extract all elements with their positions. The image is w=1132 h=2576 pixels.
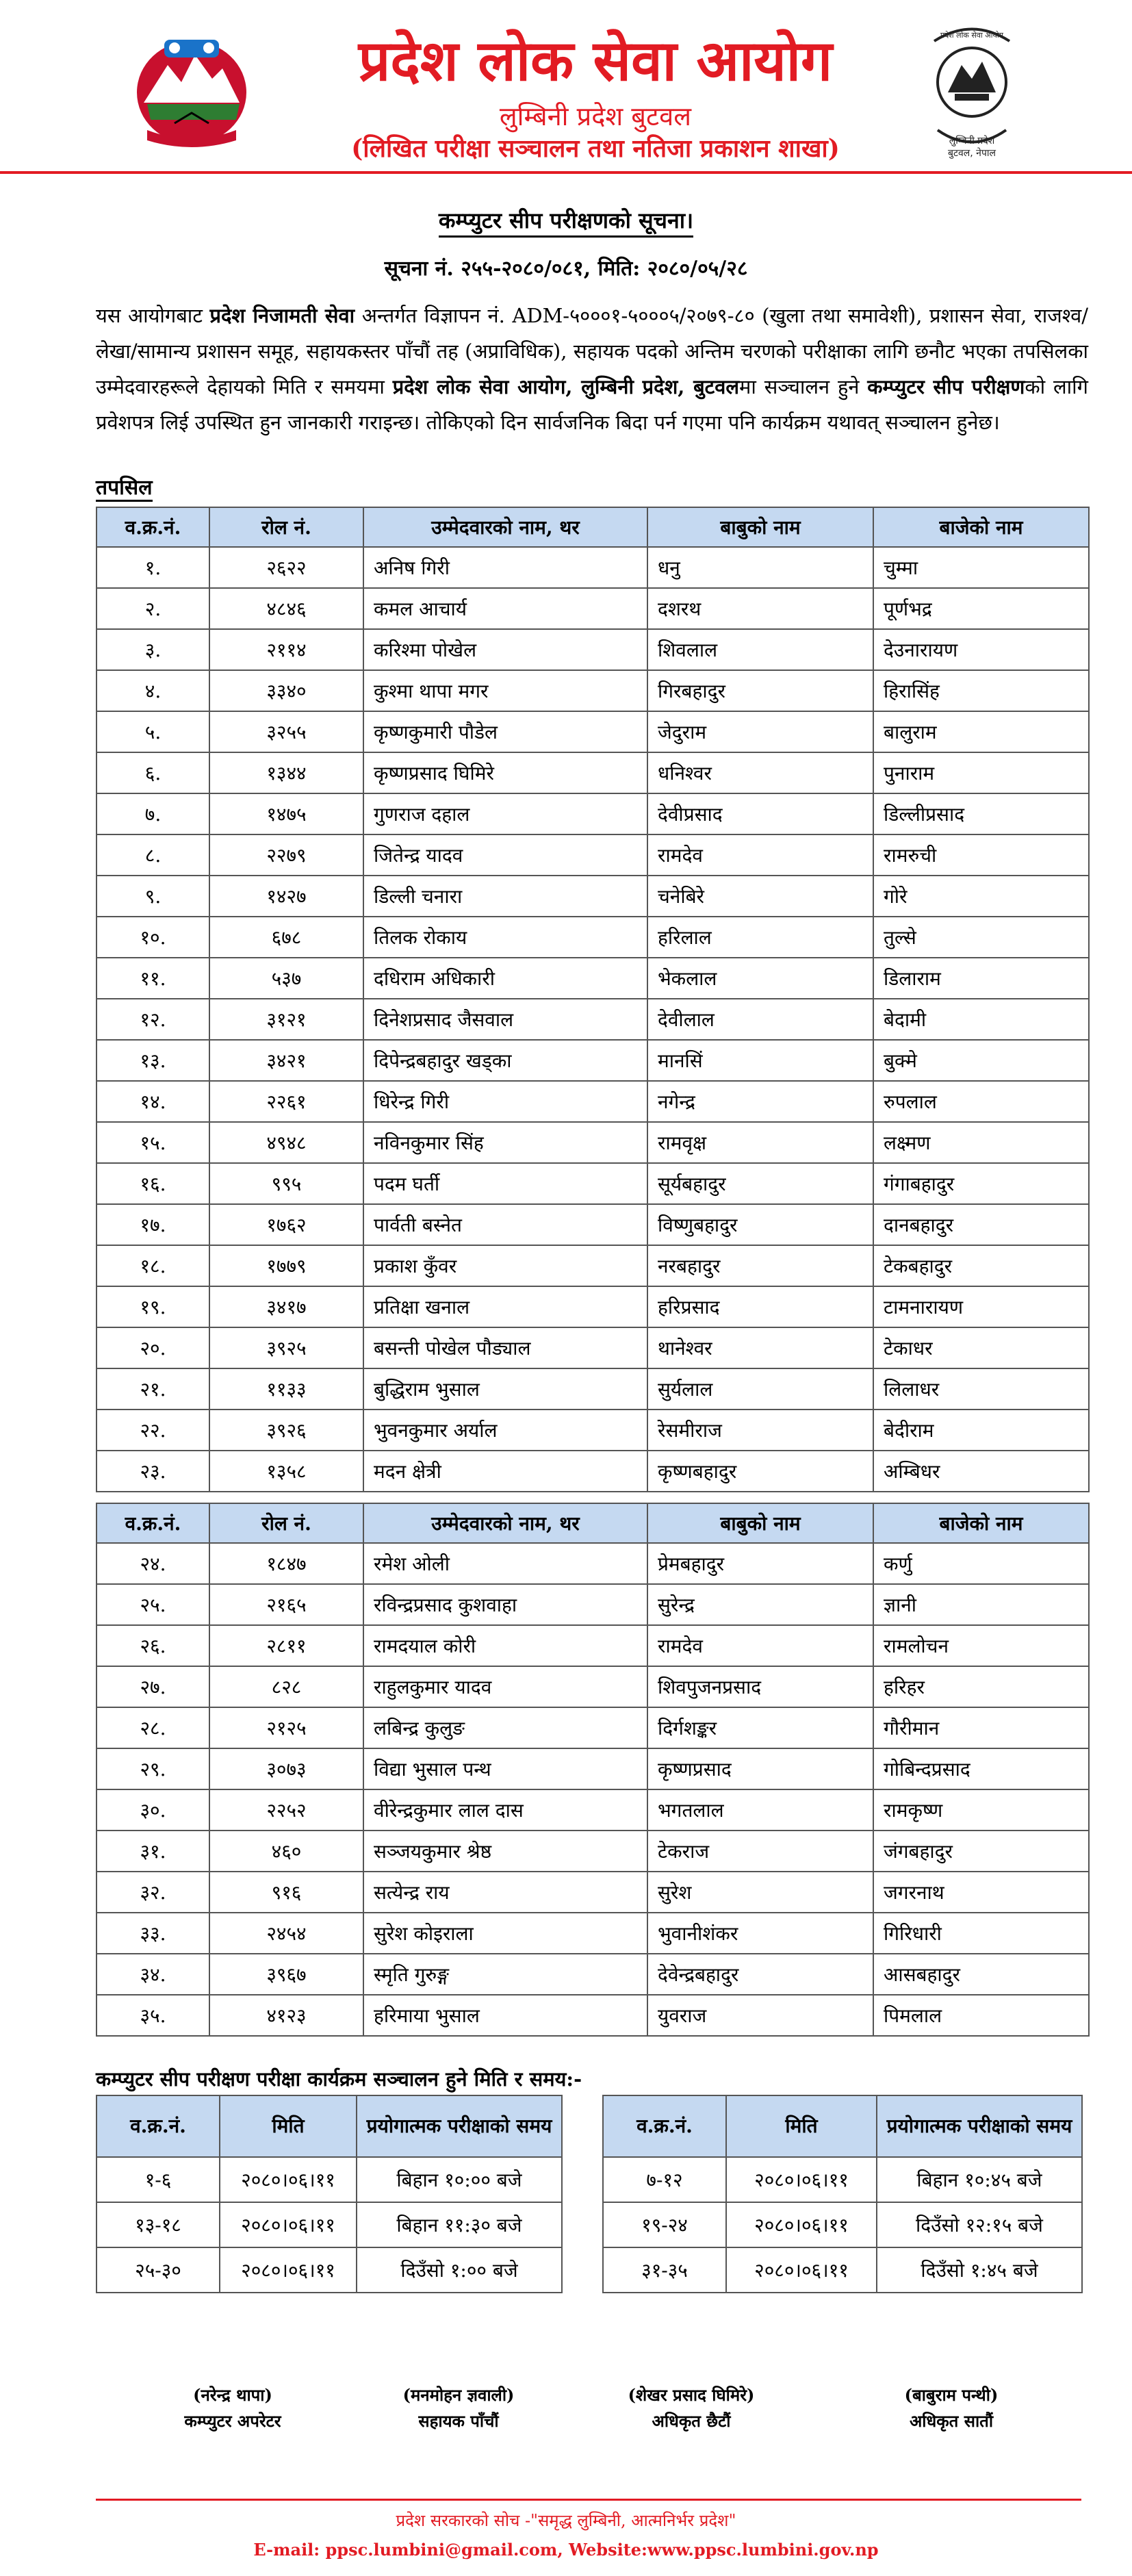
col-header-father: बाबुको नाम (647, 1503, 873, 1543)
cell-father: सुरेश (647, 1872, 873, 1913)
cell-roll: ३४२१ (209, 1040, 363, 1081)
schedule-label: तपसिल (96, 472, 153, 500)
cell-father: थानेश्वर (647, 1327, 873, 1368)
cell-grandfather: बालुराम (873, 711, 1089, 752)
table-row (97, 670, 1089, 711)
cell-grandfather: टेकाधर (873, 1327, 1089, 1368)
table-row (97, 1368, 1089, 1410)
cell-grandfather: लक्ष्मण (873, 1122, 1089, 1163)
cell-grandfather: रामलोचन (873, 1625, 1089, 1666)
cell-sn: २१. (97, 1368, 209, 1410)
timing-cell-date: २०८०।०६।११ (220, 2247, 357, 2293)
cell-father: देवीलाल (647, 999, 873, 1040)
cell-grandfather: अम्बिधर (873, 1451, 1089, 1492)
col-header-grandfather: बाजेको नाम (873, 1503, 1089, 1543)
signatory-name: (शेखर प्रसाद घिमिरे) (628, 2385, 755, 2405)
timing-cell-time: बिहान १०:०० बजे (357, 2157, 562, 2202)
timing-cell-sn: १-६ (97, 2157, 220, 2202)
cell-roll: ३२५५ (209, 711, 363, 752)
footer-divider (96, 2499, 1081, 2501)
cell-grandfather: डिल्लीप्रसाद (873, 793, 1089, 834)
cell-roll: २६२२ (209, 547, 363, 588)
cell-name: गुणराज दहाल (363, 793, 647, 834)
signature-block-1 (130, 2382, 335, 2434)
timing-heading: कम्प्युटर सीप परीक्षण परीक्षा कार्यक्रम सञ्चालन हुने मिति र समय:- (96, 2067, 582, 2091)
cell-roll: ४९४८ (209, 1122, 363, 1163)
cell-sn: ३४. (97, 1954, 209, 1995)
timing-cell-date: २०८०।०६।११ (726, 2157, 877, 2202)
cell-father: हरिलाल (647, 917, 873, 958)
table-row (97, 1451, 1089, 1492)
cell-father: नरबहादुर (647, 1245, 873, 1286)
cell-name: विद्या भुसाल पन्थ (363, 1748, 647, 1789)
cell-name: प्रकाश कुँवर (363, 1245, 647, 1286)
cell-grandfather: ज्ञानी (873, 1584, 1089, 1625)
cell-father: धनिश्वर (647, 752, 873, 793)
table-row (97, 917, 1089, 958)
cell-name: दधिराम अधिकारी (363, 958, 647, 999)
cell-father: देवेन्द्रबहादुर (647, 1954, 873, 1995)
timing-cell-sn: १३-१८ (97, 2202, 220, 2247)
footer-slogan: प्रदेश सरकारको सोच -"समृद्ध लुम्बिनी, आत्मनिर्भर प्रदेश" (396, 2511, 736, 2530)
signatory-post: अधिकृत सातौं (909, 2411, 994, 2431)
table-row (97, 588, 1089, 629)
cell-father: शिवलाल (647, 629, 873, 670)
cell-sn: १८. (97, 1245, 209, 1286)
cell-sn: १७. (97, 1204, 209, 1245)
cell-roll: १४२७ (209, 876, 363, 917)
header-divider (0, 171, 1132, 174)
cell-grandfather: पिमलाल (873, 1995, 1089, 2036)
timing-cell-sn: ३१-३५ (603, 2247, 726, 2293)
cell-grandfather: गौरीमान (873, 1707, 1089, 1748)
table-row (97, 1040, 1089, 1081)
timing-cell-time: बिहान १०:४५ बजे (877, 2157, 1082, 2202)
cell-sn: २७. (97, 1666, 209, 1707)
cell-name: बुद्धिराम भुसाल (363, 1368, 647, 1410)
cell-roll: ३०७३ (209, 1748, 363, 1789)
cell-father: रामदेव (647, 834, 873, 876)
timing-cell-date: २०८०।०६।११ (726, 2202, 877, 2247)
table-row (97, 999, 1089, 1040)
timing-cell-sn: ७-१२ (603, 2157, 726, 2202)
cell-roll: ३४१७ (209, 1286, 363, 1327)
table-row (97, 793, 1089, 834)
cell-roll: २२५२ (209, 1789, 363, 1831)
table-row (97, 547, 1089, 588)
table-row (97, 1286, 1089, 1327)
cell-roll: ६७८ (209, 917, 363, 958)
timing-row (603, 2157, 1082, 2202)
table-row (97, 1543, 1089, 1584)
cell-grandfather: हरिहर (873, 1666, 1089, 1707)
table-row (97, 711, 1089, 752)
cell-name: कुश्मा थापा मगर (363, 670, 647, 711)
table-row (97, 752, 1089, 793)
cell-name: दिनेशप्रसाद जैसवाल (363, 999, 647, 1040)
cell-sn: २५. (97, 1584, 209, 1625)
cell-sn: २०. (97, 1327, 209, 1368)
cell-name: राहुलकुमार यादव (363, 1666, 647, 1707)
cell-grandfather: गोरे (873, 876, 1089, 917)
cell-father: कृष्णबहादुर (647, 1451, 873, 1492)
cell-father: कृष्णप्रसाद (647, 1748, 873, 1789)
cell-name: भुवनकुमार अर्याल (363, 1410, 647, 1451)
cell-sn: ३३. (97, 1913, 209, 1954)
cell-sn: ३०. (97, 1789, 209, 1831)
cell-grandfather: बेदामी (873, 999, 1089, 1040)
org-title: प्रदेश लोक सेवा आयोग (358, 29, 833, 94)
table-row (97, 1995, 1089, 2036)
signatory-post: कम्प्युटर अपरेटर (184, 2411, 281, 2431)
cell-name: रमेश ओली (363, 1543, 647, 1584)
cell-roll: ४१२३ (209, 1995, 363, 2036)
cell-roll: १७६२ (209, 1204, 363, 1245)
timing-cell-date: २०८०।०६।११ (220, 2157, 357, 2202)
table-row (97, 1584, 1089, 1625)
table-row (97, 1872, 1089, 1913)
cell-grandfather: दानबहादुर (873, 1204, 1089, 1245)
cell-sn: १५. (97, 1122, 209, 1163)
cell-grandfather: रामरुची (873, 834, 1089, 876)
table-row (97, 1831, 1089, 1872)
cell-roll: ३१२१ (209, 999, 363, 1040)
footer-contact: E-mail: ppsc.lumbini@gmail.com, Website:www.ppsc.lumbini.gov.np (253, 2540, 879, 2560)
cell-sn: १४. (97, 1081, 209, 1122)
cell-name: कृष्णकुमारी पौडेल (363, 711, 647, 752)
timing-table-right (602, 2095, 1083, 2293)
cell-sn: १. (97, 547, 209, 588)
timing-table-left (96, 2095, 563, 2293)
cell-father: युवराज (647, 1995, 873, 2036)
org-subtitle: लुम्बिनी प्रदेश बुटवल (499, 101, 692, 131)
timing-col-sn: व.क्र.नं. (603, 2095, 726, 2157)
timing-cell-time: दिउँसो १२:१५ बजे (877, 2202, 1082, 2247)
table-row (97, 958, 1089, 999)
signature-block-2 (356, 2382, 561, 2434)
cell-sn: ८. (97, 834, 209, 876)
commission-seal-icon (924, 17, 1020, 161)
cell-name: रविन्द्रप्रसाद कुशवाहा (363, 1584, 647, 1625)
table-row (97, 1081, 1089, 1122)
table-row (97, 1954, 1089, 1995)
cell-sn: ९. (97, 876, 209, 917)
cell-roll: ८२८ (209, 1666, 363, 1707)
cell-name: मदन क्षेत्री (363, 1451, 647, 1492)
seal-text-mid: लुम्बिनी प्रदेश (949, 136, 995, 146)
cell-father: देवीप्रसाद (647, 793, 873, 834)
cell-sn: २६. (97, 1625, 209, 1666)
cell-grandfather: रुपलाल (873, 1081, 1089, 1122)
cell-father: विष्णुबहादुर (647, 1204, 873, 1245)
cell-name: डिल्ली चनारा (363, 876, 647, 917)
col-header-name: उम्मेदवारको नाम, थर (363, 1503, 647, 1543)
cell-roll: ५३७ (209, 958, 363, 999)
cell-grandfather: डिलाराम (873, 958, 1089, 999)
timing-col-date: मिति (726, 2095, 877, 2157)
cell-name: बसन्ती पोखेल पौड्याल (363, 1327, 647, 1368)
cell-name: तिलक रोकाय (363, 917, 647, 958)
cell-grandfather: तुल्से (873, 917, 1089, 958)
cell-father: जेदुराम (647, 711, 873, 752)
cell-father: प्रेमबहादुर (647, 1543, 873, 1584)
table-row (97, 1748, 1089, 1789)
timing-cell-time: दिउँसो १:०० बजे (357, 2247, 562, 2293)
cell-grandfather: पूर्णभद्र (873, 588, 1089, 629)
cell-sn: १३. (97, 1040, 209, 1081)
cell-sn: ३२. (97, 1872, 209, 1913)
cell-roll: ११३३ (209, 1368, 363, 1410)
cell-roll: ४६० (209, 1831, 363, 1872)
cell-grandfather: गंगाबहादुर (873, 1163, 1089, 1204)
cell-roll: १४७५ (209, 793, 363, 834)
cell-sn: १०. (97, 917, 209, 958)
cell-roll: ३३४० (209, 670, 363, 711)
timing-col-time: प्रयोगात्मक परीक्षाको समय (877, 2095, 1082, 2157)
table-row (97, 876, 1089, 917)
cell-roll: २२७९ (209, 834, 363, 876)
cell-grandfather: गोबिन्दप्रसाद (873, 1748, 1089, 1789)
timing-cell-date: २०८०।०६।११ (726, 2247, 877, 2293)
col-header-sn: व.क्र.नं. (97, 507, 209, 547)
cell-name: कमल आचार्य (363, 588, 647, 629)
cell-roll: ३९२५ (209, 1327, 363, 1368)
cell-sn: ६. (97, 752, 209, 793)
cell-name: पार्वती बस्नेत (363, 1204, 647, 1245)
cell-sn: ३१. (97, 1831, 209, 1872)
cell-roll: ९९५ (209, 1163, 363, 1204)
table-row (97, 1789, 1089, 1831)
table-row (97, 1913, 1089, 1954)
cell-name: रामदयाल कोरी (363, 1625, 647, 1666)
cell-roll: १८४७ (209, 1543, 363, 1584)
cell-father: सुर्यलाल (647, 1368, 873, 1410)
signatory-name: (मनमोहन ज्ञवाली) (402, 2385, 515, 2405)
cell-father: भगतलाल (647, 1789, 873, 1831)
cell-sn: २३. (97, 1451, 209, 1492)
cell-name: लबिन्द्र कुलुङ (363, 1707, 647, 1748)
cell-sn: २४. (97, 1543, 209, 1584)
cell-roll: ३९२६ (209, 1410, 363, 1451)
cell-father: धनु (647, 547, 873, 588)
cell-name: कृष्णप्रसाद घिमिरे (363, 752, 647, 793)
cell-father: सूर्यबहादुर (647, 1163, 873, 1204)
cell-sn: १२. (97, 999, 209, 1040)
coat-of-arms-icon (127, 27, 257, 151)
cell-father: सुरेन्द्र (647, 1584, 873, 1625)
cell-father: रेसमीराज (647, 1410, 873, 1451)
cell-name: सञ्जयकुमार श्रेष्ठ (363, 1831, 647, 1872)
cell-grandfather: लिलाधर (873, 1368, 1089, 1410)
signatory-post: सहायक पाँचौं (418, 2411, 499, 2431)
cell-name: हरिमाया भुसाल (363, 1995, 647, 2036)
cell-sn: ३. (97, 629, 209, 670)
cell-sn: २९. (97, 1748, 209, 1789)
candidate-table-2 (96, 1503, 1090, 2037)
timing-cell-date: २०८०।०६।११ (220, 2202, 357, 2247)
cell-sn: ४. (97, 670, 209, 711)
cell-sn: ५. (97, 711, 209, 752)
cell-father: नगेन्द्र (647, 1081, 873, 1122)
cell-grandfather: चुम्मा (873, 547, 1089, 588)
cell-grandfather: देउनारायण (873, 629, 1089, 670)
cell-father: टेकराज (647, 1831, 873, 1872)
col-header-name: उम्मेदवारको नाम, थर (363, 507, 647, 547)
table-row (97, 1245, 1089, 1286)
cell-grandfather: जगरनाथ (873, 1872, 1089, 1913)
table-row (97, 1122, 1089, 1163)
cell-roll: २२६१ (209, 1081, 363, 1122)
cell-grandfather: टामनारायण (873, 1286, 1089, 1327)
col-header-sn: व.क्र.नं. (97, 1503, 209, 1543)
table-row (97, 1410, 1089, 1451)
cell-sn: २८. (97, 1707, 209, 1748)
cell-name: सुरेश कोइराला (363, 1913, 647, 1954)
signature-block-4 (849, 2382, 1054, 2434)
notice-title: कम्प्युटर सीप परीक्षणको सूचना। (0, 205, 1132, 235)
timing-col-date: मिति (220, 2095, 357, 2157)
cell-roll: २४५४ (209, 1913, 363, 1954)
cell-grandfather: पुनाराम (873, 752, 1089, 793)
cell-name: सत्येन्द्र राय (363, 1872, 647, 1913)
cell-father: भेकलाल (647, 958, 873, 999)
cell-sn: १९. (97, 1286, 209, 1327)
cell-roll: १७७९ (209, 1245, 363, 1286)
table-row (97, 1707, 1089, 1748)
col-header-roll: रोल नं. (209, 1503, 363, 1543)
timing-row (97, 2157, 562, 2202)
cell-father: दिर्गशङ्कर (647, 1707, 873, 1748)
cell-father: दशरथ (647, 588, 873, 629)
cell-roll: २११४ (209, 629, 363, 670)
cell-sn: ३५. (97, 1995, 209, 2036)
signatory-post: अधिकृत छैटौं (652, 2411, 731, 2431)
timing-cell-sn: १९-२४ (603, 2202, 726, 2247)
cell-name: करिश्मा पोखेल (363, 629, 647, 670)
table-row (97, 1666, 1089, 1707)
cell-roll: २१६५ (209, 1584, 363, 1625)
cell-father: भुवानीशंकर (647, 1913, 873, 1954)
cell-roll: २१२५ (209, 1707, 363, 1748)
cell-grandfather: टेकबहादुर (873, 1245, 1089, 1286)
cell-name: वीरेन्द्रकुमार लाल दास (363, 1789, 647, 1831)
timing-col-sn: व.क्र.नं. (97, 2095, 220, 2157)
timing-cell-time: दिउँसो १:४५ बजे (877, 2247, 1082, 2293)
cell-grandfather: गिरिधारी (873, 1913, 1089, 1954)
cell-grandfather: बेदीराम (873, 1410, 1089, 1451)
signatory-name: (बाबुराम पन्थी) (904, 2385, 999, 2405)
cell-name: धिरेन्द्र गिरी (363, 1081, 647, 1122)
cell-name: प्रतिक्षा खनाल (363, 1286, 647, 1327)
timing-row (97, 2202, 562, 2247)
table-row (97, 1625, 1089, 1666)
cell-father: हरिप्रसाद (647, 1286, 873, 1327)
col-header-roll: रोल नं. (209, 507, 363, 547)
cell-father: रामदेव (647, 1625, 873, 1666)
cell-sn: २. (97, 588, 209, 629)
timing-cell-time: बिहान ११:३० बजे (357, 2202, 562, 2247)
candidate-table-1 (96, 507, 1090, 1492)
cell-father: शिवपुजनप्रसाद (647, 1666, 873, 1707)
cell-name: पदम घर्ती (363, 1163, 647, 1204)
cell-roll: ९१६ (209, 1872, 363, 1913)
cell-grandfather: आसबहादुर (873, 1954, 1089, 1995)
cell-father: मानसिं (647, 1040, 873, 1081)
cell-grandfather: रामकृष्ण (873, 1789, 1089, 1831)
table-row (97, 1163, 1089, 1204)
cell-sn: ७. (97, 793, 209, 834)
signatory-name: (नरेन्द्र थापा) (193, 2385, 272, 2405)
timing-cell-sn: २५-३० (97, 2247, 220, 2293)
timing-row (603, 2202, 1082, 2247)
cell-name: जितेन्द्र यादव (363, 834, 647, 876)
timing-row (603, 2247, 1082, 2293)
cell-name: अनिष गिरी (363, 547, 647, 588)
cell-roll: ४८४६ (209, 588, 363, 629)
cell-grandfather: कर्णु (873, 1543, 1089, 1584)
cell-sn: १६. (97, 1163, 209, 1204)
table-row (97, 1327, 1089, 1368)
notice-body: यस आयोगबाट प्रदेश निजामती सेवा अन्तर्गत विज्ञापन नं. ADM-५०००१-५०००५/२०७९-८० (खुला तथा समावेशी), प्रशासन सेवा, राजश्व/लेखा/सामान्य प्रशासन समूह, सहायकस्तर पाँचौं तह (अप्राविधिक), सहायक पदको अन्तिम चरणको परीक्षाका लागि छनौट भएका तपसिलका उम्मेदवारहरूले देहायको मिति र समयमा प्रदेश लोक सेवा आयोग, लुम्बिनी प्रदेश, बुटवलमा सञ्चालन हुने कम्प्युटर सीप परीक्षणको लागि प्रवेशपत्र लिई उपस्थित हुन जानकारी गराइन्छ। तोकिएको दिन सार्वजनिक बिदा पर्न गएमा पनि कार्यक्रम यथावत् सञ्चालन हुनेछ। (96, 304, 1089, 434)
timing-row (97, 2247, 562, 2293)
cell-father: रामवृक्ष (647, 1122, 873, 1163)
branch-title: (लिखित परीक्षा सञ्चालन तथा नतिजा प्रकाशन शाखा) (351, 134, 840, 163)
col-header-grandfather: बाजेको नाम (873, 507, 1089, 547)
cell-name: स्मृति गुरुङ्ग (363, 1954, 647, 1995)
cell-grandfather: हिरासिंह (873, 670, 1089, 711)
table-row (97, 629, 1089, 670)
cell-grandfather: बुक्मे (873, 1040, 1089, 1081)
cell-grandfather: जंगबहादुर (873, 1831, 1089, 1872)
table-row (97, 1204, 1089, 1245)
cell-sn: २२. (97, 1410, 209, 1451)
cell-roll: १३५८ (209, 1451, 363, 1492)
cell-father: चनेबिरे (647, 876, 873, 917)
signature-block-3 (589, 2382, 794, 2434)
seal-text-top: प्रदेश लोक सेवा आयोग (940, 31, 1003, 40)
cell-roll: १३४४ (209, 752, 363, 793)
letterhead (0, 0, 1132, 171)
cell-name: दिपेन्द्रबहादुर खड्का (363, 1040, 647, 1081)
cell-roll: २८११ (209, 1625, 363, 1666)
cell-name: नविनकुमार सिंह (363, 1122, 647, 1163)
cell-sn: ११. (97, 958, 209, 999)
col-header-father: बाबुको नाम (647, 507, 873, 547)
timing-col-time: प्रयोगात्मक परीक्षाको समय (357, 2095, 562, 2157)
notice-reference: सूचना नं. २५५-२०८०/०८१, मिति: २०८०/०५/२८ (384, 257, 748, 281)
table-row (97, 834, 1089, 876)
cell-father: गिरबहादुर (647, 670, 873, 711)
cell-roll: ३९६७ (209, 1954, 363, 1995)
seal-text-bottom: बुटवल, नेपाल (947, 148, 996, 159)
